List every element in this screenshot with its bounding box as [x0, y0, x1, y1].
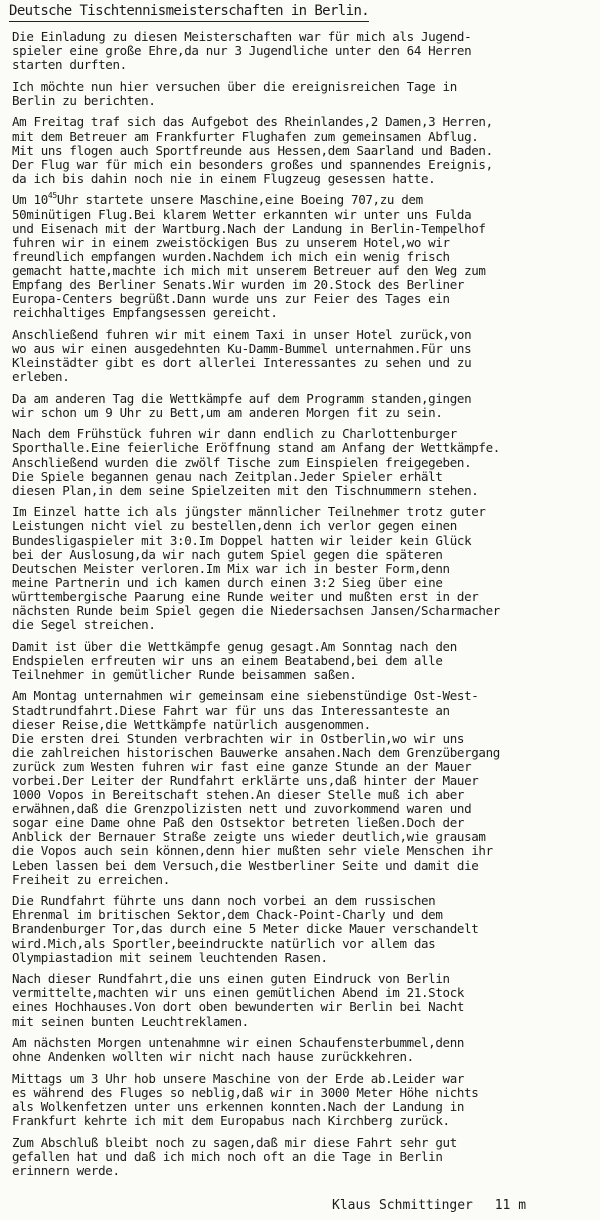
paragraph: [12, 328, 596, 384]
text-line: [12, 971, 450, 986]
line-text: spieler eine große Ehre,da nur 3 Jugendliche unter den 64 Herren: [12, 43, 472, 59]
text-line: [12, 369, 69, 384]
line-text: Europa-Centers begrüßt.Dann wurde uns zur Feier des Tages ein: [12, 291, 450, 307]
text-line: [12, 893, 435, 908]
line-text: wo aus wir einen ausgedehnten Ku-Damm-Bummel unternahmen.Für uns: [12, 340, 472, 356]
text-line: [12, 829, 486, 844]
text-line: [12, 985, 464, 1000]
paragraph: [12, 80, 596, 108]
line-text: Ich möchte nun hier versuchen über die ereignisreichen Tage in: [12, 78, 457, 94]
text-line: [12, 29, 471, 44]
line-text: dieser Reise,die Wettkämpfe natürlich ausgenommen.: [12, 716, 371, 732]
time-prefix: Um 10: [12, 192, 48, 208]
line-text: gefallen hat und daß ich mich noch oft an die Tage in Berlin: [12, 1148, 443, 1164]
text-line: [12, 114, 493, 129]
line-text: diesen Plan,in dem seine Spielzeiten mit den Tischnummern stehen.: [12, 482, 479, 498]
text-line: [12, 355, 471, 370]
line-text: Teilnehmer in gemütlicher Runde beisammen saßen.: [12, 666, 357, 682]
text-line: [12, 171, 435, 186]
text-line: [12, 157, 493, 172]
text-line: [12, 426, 457, 441]
text-line: [12, 1071, 464, 1086]
text-line: [12, 703, 450, 718]
text-line: [12, 263, 486, 278]
text-line: [12, 1149, 443, 1164]
line-text: Die ersten drei Stunden verbrachten wir in Ostberlin,wo wir uns: [12, 730, 465, 746]
author-name: Klaus Schmittinger: [332, 1198, 473, 1213]
text-line: [12, 93, 156, 108]
paragraph: [12, 1136, 596, 1178]
author-class: 11 m: [494, 1198, 527, 1213]
text-line: [12, 745, 500, 760]
text-line: [12, 1049, 414, 1064]
paragraph: [12, 115, 596, 185]
line-text: Ehrenmal im britischen Sektor,dem Chack-Point-Charly und dem: [12, 907, 443, 923]
line-text: Nach dem Frühstück fuhren wir dann endlich zu Charlottenburger: [12, 426, 457, 442]
text-line: [12, 143, 493, 158]
text-line: [12, 589, 478, 604]
line-text: Kleinstädter gibt es dort allerlei Interessantes zu sehen und zu: [12, 354, 472, 370]
line-text: Zum Abschluß bleibt noch zu sagen,daß mir diese Fahrt sehr gut: [12, 1134, 457, 1150]
text-line: [12, 327, 471, 342]
text-line: [12, 653, 443, 668]
text-line: [12, 617, 156, 632]
paragraph: [12, 972, 596, 1028]
line-text: erinnern werde.: [12, 1162, 120, 1178]
line-text: vermittelte,machten wir uns einen gemütlichen Abend im 21.Stock: [12, 985, 465, 1001]
line-text: Die Einladung zu diesen Meisterschaften war für mich als Jugend-: [12, 29, 472, 44]
text-line: [12, 858, 478, 873]
paragraph: [12, 1036, 596, 1064]
line-text: es während des Fluges so neblig,daß wir in 3000 Meter Höhe nichts: [12, 1084, 479, 1100]
line-text: und Eisenach mit der Wartburg.Nach der Landung in Berlin-Tempelhof: [12, 220, 486, 236]
line-text: die Segel streichen.: [12, 617, 156, 633]
text-line: [12, 639, 457, 654]
line-text: Stadtrundfahrt.Diese Fahrt war für uns das Interessanteste an: [12, 702, 450, 718]
line-text: eines Hochhauses.Von dort oben bewunderten wir Berlin bei Nacht: [12, 999, 465, 1015]
text-line: [12, 950, 328, 965]
line-text: 1000 Vopos in Bereitschaft stehen.An dieser Stelle muß ich aber: [12, 787, 465, 803]
paragraph: [12, 30, 596, 72]
line-text: Der Flug war für mich ein besonders großes und spannendes Ereignis,: [12, 156, 493, 172]
line-text: vorbei.Der Leiter der Rundfahrt erklärte uns,daß hinter der Mauer: [12, 773, 479, 788]
paragraph: [12, 689, 596, 886]
line-text: sogar eine Dame ohne Paß den Ostsektor betreten ließen.Doch der: [12, 815, 465, 831]
paragraph: [12, 505, 596, 632]
text-line: [12, 518, 457, 533]
text-line: [12, 773, 478, 788]
text-line: [12, 575, 443, 590]
line-text: bei der Auslosung,da wir nach gutem Spiel gegen die späteren: [12, 546, 443, 562]
line-text: Anschließend wurden die zwölf Tische zum Einspielen freigegeben.: [12, 454, 472, 470]
text-line: [12, 787, 464, 802]
text-line: [12, 872, 170, 887]
line-text: Leistungen nicht viel zu bestellen,denn ich verlor gegen einen: [12, 518, 457, 534]
signature-block: [332, 1198, 526, 1213]
line-text: Berlin zu berichten.: [12, 92, 156, 108]
text-line: [12, 207, 471, 222]
text-line: [12, 57, 127, 72]
text-line: [12, 921, 478, 936]
line-text: da ich bis dahin noch nie in einem Flugzeug gesessen hatte.: [12, 170, 436, 186]
line-text: Im Einzel hatte ich als jüngster männlicher Teilnehmer trotz guter: [12, 504, 486, 520]
text-line: [12, 391, 471, 406]
line-text: 50minütigen Flug.Bei klarem Wetter erkannten wir unter uns Fulda: [12, 206, 472, 222]
text-line: [12, 291, 450, 306]
line-text: Da am anderen Tag die Wettkämpfe auf dem Programm standen,gingen: [12, 390, 472, 406]
text-line: [12, 305, 278, 320]
text-line: [12, 1113, 450, 1128]
line-text: württembergische Paarung eine Runde weiter und mußten erst in der: [12, 588, 479, 604]
text-line: [12, 1014, 249, 1029]
text-line: [12, 801, 471, 816]
line-text: Leben lassen bei dem Versuch,die Westberliner Seite und damit die: [12, 857, 479, 873]
line-text: Nach dieser Rundfahrt,die uns einen guten Eindruck von Berlin: [12, 971, 450, 987]
text-line: [12, 455, 471, 470]
text-line: [12, 547, 443, 562]
text-line: [12, 43, 471, 58]
paragraph: [12, 640, 596, 682]
paragraph: [12, 427, 596, 497]
text-line: [12, 1035, 464, 1050]
text-line: [12, 1163, 120, 1178]
line-text: wird.Mich,als Sportler,beeindruckte natürlich vor allem das: [12, 935, 436, 951]
text-line: [12, 815, 464, 830]
time-superscript: 45: [47, 191, 57, 201]
text-line: [12, 440, 500, 455]
line-text: Die Spiele begannen genau nach Zeitplan.Jeder Spieler erhält: [12, 468, 443, 484]
line-text: mit seinen bunten Leuchtreklamen.: [12, 1013, 249, 1029]
line-text: Frankfurt kehrte ich mit dem Europabus nach Kirchberg zurück.: [12, 1113, 450, 1129]
text-line: [12, 1135, 457, 1150]
line-text: erleben.: [12, 369, 70, 385]
line-text: Sporthalle.Eine feierliche Eröffnung stand am Anfang der Wettkämpfe.: [12, 440, 500, 456]
line-text: Mit uns flogen auch Sportfreunde aus Hessen,dem Saarland und Baden.: [12, 142, 493, 158]
text-line: [12, 504, 486, 519]
line-text: Die Rundfahrt führte uns dann noch vorbei an dem russischen: [12, 893, 436, 909]
text-line: [12, 1099, 464, 1114]
text-line: [12, 1085, 478, 1100]
paragraph: [12, 193, 596, 320]
text-line: [12, 561, 450, 576]
document-body: [12, 30, 596, 1185]
text-line: [12, 603, 500, 618]
line-text: fuhren wir in einem zweistöckigen Bus zu unserem Hotel,wo wir: [12, 234, 450, 250]
line-text: Uhr startete unsere Maschine,eine Boeing 707,zu dem: [56, 192, 423, 208]
line-text: Anschließend fuhren wir mit einem Taxi in unser Hotel zurück,von: [12, 326, 472, 342]
line-text: Endspielen erfreuten wir uns an einem Beatabend,bei dem alle: [12, 652, 443, 668]
paragraph: [12, 894, 596, 964]
line-text: freundlich empfangen wurden.Nachdem ich mich ein wenig frisch: [12, 248, 450, 264]
text-line: [12, 469, 443, 484]
line-text: gemacht hatte,machte ich mich mit unserem Betreuer auf den Weg zum: [12, 262, 486, 278]
text-line: [12, 843, 493, 858]
line-text: Am Montag unternahmen wir gemeinsam eine siebenstündige Ost-West-: [12, 688, 479, 704]
line-text: wir schon um 9 Uhr zu Bett,um am anderen Morgen fit zu sein.: [12, 404, 443, 420]
text-line: [12, 405, 443, 420]
line-text: als Wolkenfetzen unter uns erkennen konnten.Nach der Landung in: [12, 1098, 465, 1114]
line-text: nächsten Runde beim Spiel gegen die Niedersachsen Jansen/Scharmacher: [12, 602, 500, 618]
line-text: ohne Andenken wollten wir nicht nach hause zurückkehren.: [12, 1049, 414, 1065]
line-text: erwähnen,daß die Grenzpolizisten nett und zuvorkommend waren und: [12, 801, 472, 817]
text-line: [12, 483, 478, 498]
line-text: Empfang des Berliner Senats.Wir wurden im 20.Stock des Berliner: [12, 277, 465, 292]
text-line: [12, 79, 457, 94]
line-text: mit dem Betreuer am Frankfurter Flughafen zum gemeinsamen Abflug.: [12, 128, 479, 144]
line-text: reichhaltiges Empfangsessen gereicht.: [12, 305, 278, 321]
text-line: [12, 717, 371, 732]
text-line: [12, 667, 356, 682]
text-line: [12, 731, 464, 746]
text-line: [12, 192, 423, 207]
text-line: [12, 249, 450, 264]
line-text: Mittags um 3 Uhr hob unsere Maschine von der Erde ab.Leider war: [12, 1070, 465, 1086]
paragraph: [12, 392, 596, 420]
text-line: [12, 936, 435, 951]
line-text: Damit ist über die Wettkämpfe genug gesagt.Am Sonntag nach den: [12, 638, 457, 654]
text-line: [12, 999, 464, 1014]
line-text: Bundesligaspieler mit 3:0.Im Doppel hatten wir leider kein Glück: [12, 532, 472, 548]
paragraph: [12, 1072, 596, 1128]
line-text: Freiheit zu erreichen.: [12, 871, 170, 887]
line-text: zurück zum Westen fuhren wir fast eine ganze Stunde an der Mauer: [12, 758, 472, 774]
text-line: [12, 759, 471, 774]
text-line: [12, 277, 464, 292]
document-title: Deutsche Tischtennismeisterschaften in Berlin.: [9, 3, 369, 22]
text-line: [12, 221, 486, 236]
line-text: Am nächsten Morgen untenahmne wir einen Schaufensterbummel,denn: [12, 1035, 465, 1051]
text-line: [12, 235, 450, 250]
text-line: [12, 341, 471, 356]
text-line: [12, 907, 443, 922]
line-text: meine Partnerin und ich kamen durch einen 3:2 Sieg über eine: [12, 574, 443, 590]
text-line: [12, 533, 471, 548]
line-text: Olympiastadion mit seinem leuchtenden Rasen.: [12, 949, 328, 965]
line-text: starten durften.: [12, 57, 127, 73]
text-line: [12, 688, 478, 703]
line-text: Brandenburger Tor,das durch eine 5 Meter dicke Mauer verschandelt: [12, 921, 479, 937]
line-text: Anblick der Bernauer Straße zeigte uns wieder deutlich,wie grausam: [12, 829, 486, 845]
line-text: Am Freitag traf sich das Aufgebot des Rheinlandes,2 Damen,3 Herren,: [12, 114, 493, 130]
line-text: die zahlreichen historischen Bauwerke ansahen.Nach dem Grenzübergang: [12, 744, 500, 760]
line-text: Deutschen Meister verloren.Im Mix war ich in bester Form,denn: [12, 560, 450, 576]
line-text: die Vopos auch sein können,denn hier mußten sehr viele Menschen ihr: [12, 843, 493, 859]
text-line: [12, 129, 478, 144]
